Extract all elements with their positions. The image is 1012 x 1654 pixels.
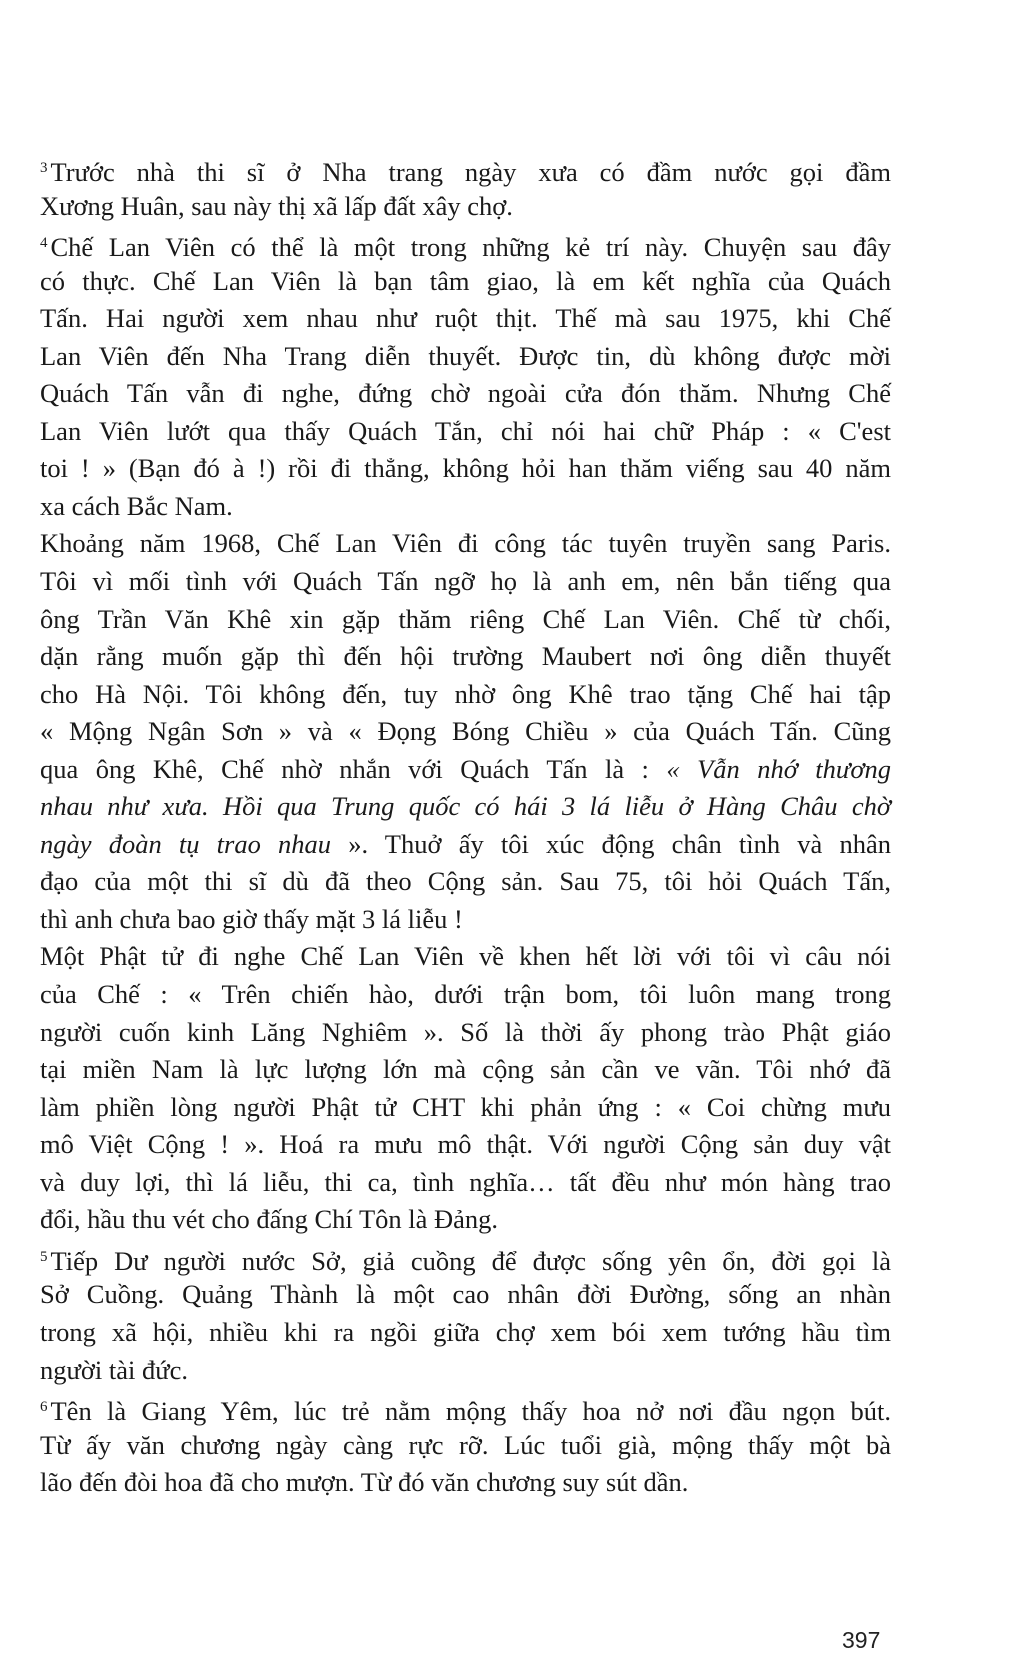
text-line	[40, 263, 891, 301]
text-segment: Sở Cuồng. Quảng Thành là một cao nhân đời Đường, sống an nhàn	[40, 1279, 891, 1310]
text-line	[40, 1314, 891, 1352]
text-segment: Tôi vì mối tình với Quách Tấn ngỡ họ là anh em, nên bắn tiếng qua	[40, 566, 891, 597]
page-body	[40, 150, 891, 1502]
text-line	[40, 450, 891, 488]
text-segment: Tên là Giang Yêm, lúc trẻ nằm mộng thấy hoa nở nơi đầu ngọn bút.	[50, 1396, 891, 1427]
text-line	[40, 751, 891, 789]
text-line	[40, 1089, 891, 1127]
text-line	[40, 375, 891, 413]
footnote-paragraph	[40, 1389, 891, 1502]
footnote-paragraph	[40, 1239, 891, 1389]
text-segment: của Chế : « Trên chiến hào, dưới trận bom, tôi luôn mang trong	[40, 979, 891, 1010]
text-line	[40, 1427, 891, 1465]
text-line	[40, 863, 891, 901]
text-segment: trong xã hội, nhiều khi ra ngồi giữa chợ xem bói xem tướng hầu tìm	[40, 1316, 891, 1347]
text-line	[40, 788, 891, 826]
text-segment: ông Trần Văn Khê xin gặp thăm riêng Chế Lan Viên. Chế từ chối,	[40, 603, 891, 634]
text-line	[40, 713, 891, 751]
text-segment: Từ ấy văn chương ngày càng rực rỡ. Lúc tuổi già, mộng thấy một bà	[40, 1429, 891, 1460]
text-line	[40, 901, 891, 939]
text-segment: và duy lợi, thì lá liễu, thi ca, tình nghĩa… tất đều như món hàng trao	[40, 1166, 891, 1197]
text-line	[40, 1464, 891, 1502]
text-line	[40, 676, 891, 714]
text-line	[40, 938, 891, 976]
text-segment: lão đến đòi hoa đã cho mượn. Từ đó văn chương suy sút dần.	[40, 1467, 689, 1498]
text-segment: đổi, hầu thu vét cho đấng Chí Tôn là Đảng.	[40, 1204, 499, 1235]
text-line	[40, 1164, 891, 1202]
text-segment: Lan Viên lướt qua thấy Quách Tắn, chỉ nói hai chữ Pháp : « C'est	[40, 415, 891, 446]
text-segment: qua ông Khê, Chế nhờ nhắn với Quách Tấn là :	[40, 753, 667, 784]
text-segment: người cuốn kinh Lăng Nghiêm ». Số là thời ấy phong trào Phật giáo	[40, 1016, 891, 1047]
text-segment: Xương Huân, sau này thị xã lấp đất xây chợ.	[40, 190, 513, 221]
text-segment: Quách Tấn vẫn đi nghe, đứng chờ ngoài cửa đón thăm. Nhưng Chế	[40, 378, 891, 409]
paragraph	[40, 525, 891, 938]
text-line	[40, 563, 891, 601]
text-segment: cho Hà Nội. Tôi không đến, tuy nhờ ông Khê trao tặng Chế hai tập	[40, 678, 891, 709]
text-line	[40, 1239, 891, 1277]
text-line	[40, 413, 891, 451]
footnote-marker: 5	[40, 1248, 48, 1265]
text-line	[40, 1126, 891, 1164]
text-line	[40, 601, 891, 639]
text-segment: thì anh chưa bao giờ thấy mặt 3 lá liễu !	[40, 903, 463, 934]
text-line	[40, 150, 891, 188]
text-segment: xa cách Bắc Nam.	[40, 490, 233, 521]
text-segment: tại miền Nam là lực lượng lớn mà cộng sản cần ve vãn. Tôi nhớ đã	[40, 1054, 891, 1085]
text-segment: Một Phật tử đi nghe Chế Lan Viên về khen hết lời với tôi vì câu nói	[40, 941, 891, 972]
text-segment: mô Việt Cộng ! ». Hoá ra mưu mô thật. Với người Cộng sản duy vật	[40, 1129, 891, 1160]
text-segment: Chế Lan Viên có thể là một trong những kẻ trí này. Chuyện sau đây	[50, 232, 891, 263]
text-segment: dặn rằng muốn gặp thì đến hội trường Maubert nơi ông diễn thuyết	[40, 641, 891, 672]
text-segment: Tấn. Hai người xem nhau như ruột thịt. Thế mà sau 1975, khi Chế	[40, 303, 891, 334]
text-segment: Trước nhà thi sĩ ở Nha trang ngày xưa có đầm nước gọi đầm	[50, 157, 891, 187]
text-line	[40, 1276, 891, 1314]
text-line	[40, 1389, 891, 1427]
text-line	[40, 300, 891, 338]
text-segment: đạo của một thi sĩ dù đã theo Cộng sản. Sau 75, tôi hỏi Quách Tấn,	[40, 866, 891, 897]
text-line	[40, 826, 891, 864]
text-segment: làm phiền lòng người Phật tử CHT khi phản ứng : « Coi chừng mưu	[40, 1091, 891, 1122]
text-line	[40, 1014, 891, 1052]
italic-text: ngày đoàn tụ trao nhau	[40, 828, 332, 859]
text-line	[40, 488, 891, 526]
text-line	[40, 1201, 891, 1239]
text-line	[40, 338, 891, 376]
text-segment: toi ! » (Bạn đó à !) rồi đi thẳng, không hỏi han thăm viếng sau 40 năm	[40, 453, 891, 484]
text-line	[40, 976, 891, 1014]
text-segment: Lan Viên đến Nha Trang diễn thuyết. Được tin, dù không được mời	[40, 340, 891, 371]
text-segment: ». Thuở ấy tôi xúc động chân tình và nhân	[331, 828, 891, 859]
footnote-marker: 3	[40, 160, 48, 176]
text-segment: có thực. Chế Lan Viên là bạn tâm giao, là em kết nghĩa của Quách	[40, 265, 891, 296]
text-line	[40, 225, 891, 263]
italic-text: nhau như xưa. Hồi qua Trung quốc có hái 3 lá liễu ở Hàng Châu chờ	[40, 791, 891, 822]
text-line	[40, 188, 891, 226]
text-line	[40, 525, 891, 563]
footnote-paragraph	[40, 150, 891, 225]
paragraph	[40, 938, 891, 1238]
text-segment: « Mộng Ngân Sơn » và « Đọng Bóng Chiều » của Quách Tấn. Cũng	[40, 716, 891, 747]
text-segment: Tiếp Dư người nước Sở, giả cuồng để được sống yên ổn, đời gọi là	[50, 1245, 891, 1276]
text-segment: Khoảng năm 1968, Chế Lan Viên đi công tác tuyên truyền sang Paris.	[40, 528, 891, 559]
text-line	[40, 1352, 891, 1390]
text-segment: người tài đức.	[40, 1354, 188, 1385]
text-line	[40, 1051, 891, 1089]
page-number: 397	[842, 1627, 881, 1653]
footnote-marker: 4	[40, 235, 48, 252]
italic-text: « Vẫn nhớ thương	[666, 753, 891, 784]
footnote-marker: 6	[40, 1399, 48, 1416]
text-line	[40, 638, 891, 676]
footnote-paragraph	[40, 225, 891, 525]
